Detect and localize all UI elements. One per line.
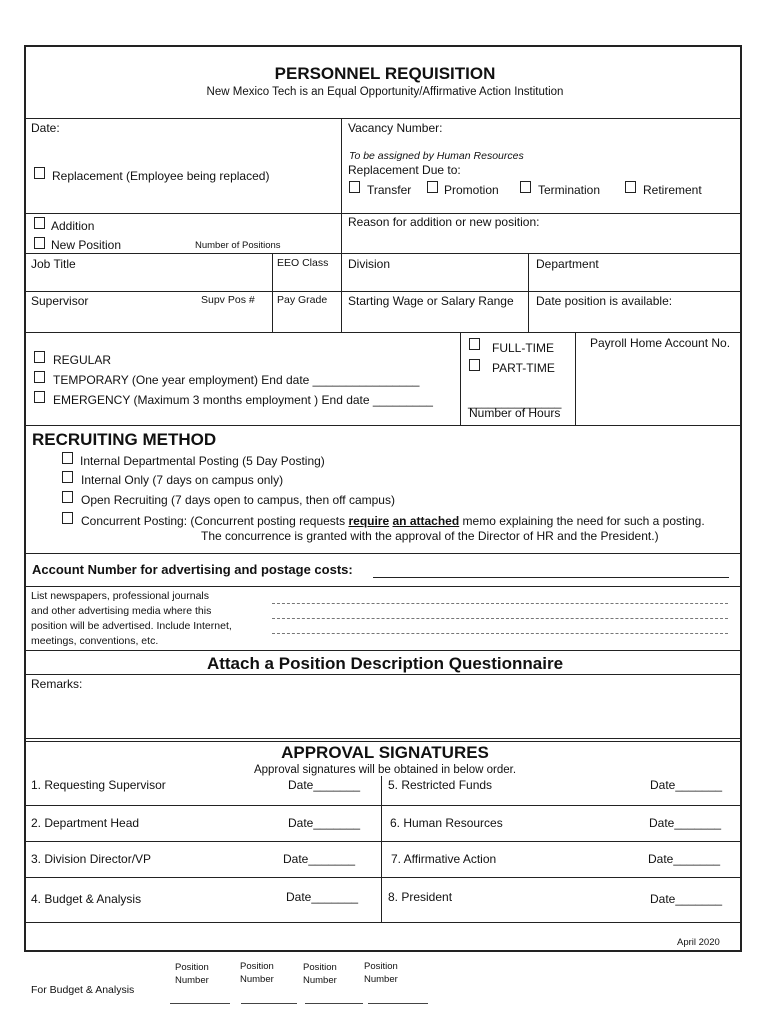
approver-date[interactable]: Date_______ (649, 816, 722, 830)
divider (25, 877, 741, 878)
divider (25, 586, 741, 587)
temporary-label: TEMPORARY (One year employment) End date ________________ (53, 373, 420, 387)
approval-heading: APPROVAL SIGNATURES (281, 743, 489, 762)
divider (25, 741, 741, 742)
divider (25, 674, 741, 675)
approver-budget-analysis: 4. Budget & Analysis (31, 892, 142, 906)
concurrent-prefix: Concurrent Posting: (Concurrent posting requests (81, 514, 349, 528)
divider (25, 425, 741, 426)
eeo-class-label: EEO Class (277, 257, 329, 269)
approver-date[interactable]: Date_______ (288, 816, 361, 830)
approver-date[interactable]: Date_______ (650, 778, 723, 792)
page-subtitle: New Mexico Tech is an Equal Opportunity/Affirmative Action Institution (206, 86, 564, 98)
concurrent-line2: The concurrence is granted with the approval of the Director of HR and the President.) (201, 529, 659, 543)
retirement-label: Retirement (643, 183, 702, 197)
pay-grade-label: Pay Grade (277, 294, 328, 306)
new-position-checkbox[interactable] (34, 237, 45, 249)
addition-checkbox[interactable] (34, 217, 45, 229)
position-number-label: Number (303, 975, 337, 986)
approver-human-resources: 6. Human Resources (390, 816, 503, 830)
regular-checkbox[interactable] (34, 351, 45, 363)
transfer-checkbox[interactable] (349, 181, 360, 193)
advertising-field[interactable] (272, 633, 728, 634)
supervisor-label: Supervisor (31, 294, 89, 308)
advertising-field[interactable] (272, 618, 728, 619)
concurrent-attached: an attached (392, 514, 460, 528)
position-number-label: Number (364, 974, 398, 985)
number-of-hours-label: Number of Hours (469, 406, 561, 420)
open-recruiting-label: Open Recruiting (7 days open to campus, then off campus) (81, 493, 395, 507)
regular-label: REGULAR (53, 353, 112, 367)
remarks-label: Remarks: (31, 677, 83, 691)
divider (25, 213, 741, 214)
revision-date: April 2020 (677, 937, 720, 948)
column-divider (341, 118, 342, 332)
full-time-label: FULL-TIME (492, 341, 555, 355)
position-number-label: Position (303, 962, 337, 973)
number-of-positions-label: Number of Positions (195, 240, 281, 251)
approver-date[interactable]: Date_______ (288, 778, 361, 792)
position-number-field[interactable] (305, 1003, 363, 1004)
reason-label: Reason for addition or new position: (348, 215, 540, 229)
position-number-label: Number (240, 974, 274, 985)
vacancy-note: To be assigned by Human Resources (349, 150, 524, 162)
advertising-field[interactable] (272, 603, 728, 604)
part-time-label: PART-TIME (492, 361, 555, 375)
concurrent-posting-label (81, 515, 705, 529)
account-number-label: Account Number for advertising and postage costs: (32, 562, 353, 577)
replacement-label: Replacement (Employee being replaced) (52, 169, 270, 183)
approver-date[interactable]: Date_______ (648, 852, 721, 866)
promotion-label: Promotion (444, 183, 499, 197)
supv-pos-label: Supv Pos # (201, 294, 255, 306)
position-number-field[interactable] (368, 1003, 428, 1004)
approver-department-head: 2. Department Head (31, 816, 140, 830)
termination-label: Termination (538, 183, 601, 197)
approver-date[interactable]: Date_______ (650, 892, 723, 906)
approver-requesting-supervisor: 1. Requesting Supervisor (31, 778, 166, 792)
position-number-field[interactable] (241, 1003, 297, 1004)
termination-checkbox[interactable] (520, 181, 531, 193)
advertising-line: position will be advertised. Include Internet, (31, 620, 232, 632)
approver-date[interactable]: Date_______ (283, 852, 356, 866)
position-number-label: Position (240, 961, 274, 972)
column-divider (528, 253, 529, 332)
column-divider (575, 332, 576, 425)
replacement-checkbox[interactable] (34, 167, 45, 179)
divider (25, 291, 741, 292)
approver-date[interactable]: Date_______ (286, 890, 359, 904)
starting-wage-label: Starting Wage or Salary Range (348, 294, 514, 308)
new-position-label: New Position (51, 238, 122, 252)
divider (25, 253, 741, 254)
position-number-field[interactable] (170, 1003, 230, 1004)
division-label: Division (348, 257, 391, 271)
concurrent-suffix: memo explaining the need for such a posting. (459, 514, 705, 528)
retirement-checkbox[interactable] (625, 181, 636, 193)
replacement-due-label: Replacement Due to: (348, 163, 461, 177)
approver-restricted-funds: 5. Restricted Funds (388, 778, 493, 792)
emergency-checkbox[interactable] (34, 391, 45, 403)
full-time-checkbox[interactable] (469, 338, 480, 350)
position-number-label: Number (175, 975, 209, 986)
divider (25, 738, 741, 739)
emergency-label: EMERGENCY (Maximum 3 months employment ) End date _________ (53, 393, 433, 407)
page-title: PERSONNEL REQUISITION (274, 64, 496, 83)
position-number-label: Position (175, 962, 209, 973)
account-number-field[interactable] (373, 577, 729, 578)
open-recruiting-checkbox[interactable] (62, 491, 73, 503)
divider (25, 118, 741, 119)
divider (25, 841, 741, 842)
concurrent-require: require (348, 514, 390, 528)
payroll-account-label: Payroll Home Account No. (590, 336, 731, 350)
transfer-label: Transfer (367, 183, 412, 197)
divider (25, 553, 741, 554)
concurrent-posting-checkbox[interactable] (62, 512, 73, 524)
budget-analysis-label: For Budget & Analysis (31, 984, 135, 996)
date-available-label: Date position is available: (536, 294, 673, 308)
internal-departmental-label: Internal Departmental Posting (5 Day Posting) (80, 454, 325, 468)
department-label: Department (536, 257, 599, 271)
internal-only-label: Internal Only (7 days on campus only) (81, 473, 284, 487)
approver-division-director: 3. Division Director/VP (31, 852, 152, 866)
approver-affirmative-action: 7. Affirmative Action (391, 852, 497, 866)
approval-note: Approval signatures will be obtained in below order. (253, 764, 517, 776)
advertising-line: meetings, conventions, etc. (31, 635, 159, 647)
column-divider (381, 776, 382, 922)
internal-only-checkbox[interactable] (62, 471, 73, 483)
date-label: Date: (31, 121, 60, 135)
vacancy-number-label: Vacancy Number: (348, 121, 443, 135)
divider (25, 922, 741, 923)
part-time-checkbox[interactable] (469, 359, 480, 371)
addition-label: Addition (51, 219, 95, 233)
job-title-label: Job Title (31, 257, 76, 271)
recruiting-heading: RECRUITING METHOD (32, 430, 217, 449)
advertising-line: and other advertising media where this (31, 605, 212, 617)
divider (25, 332, 741, 333)
temporary-checkbox[interactable] (34, 371, 45, 383)
attach-heading: Attach a Position Description Questionnaire (206, 654, 564, 673)
advertising-line: List newspapers, professional journals (31, 590, 210, 602)
column-divider (272, 253, 273, 332)
position-number-label: Position (364, 961, 398, 972)
promotion-checkbox[interactable] (427, 181, 438, 193)
divider (25, 650, 741, 651)
hours-blank[interactable]: ______________ (468, 395, 562, 409)
internal-departmental-checkbox[interactable] (62, 452, 73, 464)
approver-president: 8. President (388, 890, 453, 904)
divider (25, 805, 741, 806)
column-divider (460, 332, 461, 425)
